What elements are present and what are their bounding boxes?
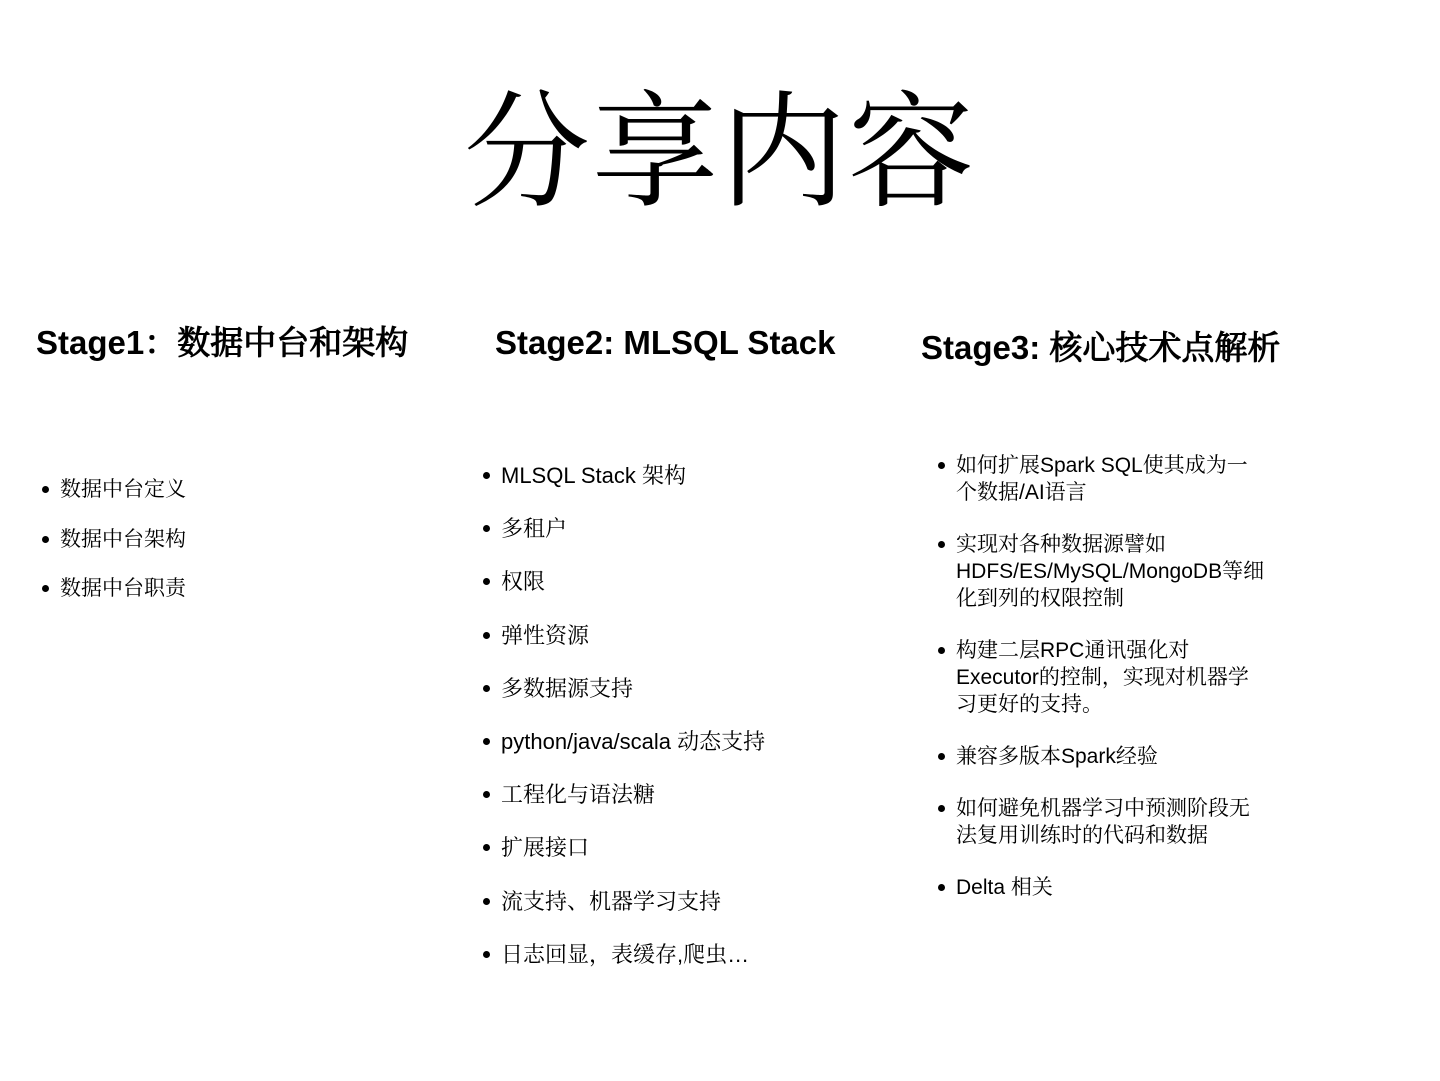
stage2-item: python/java/scala 动态支持: [481, 728, 765, 755]
stage2-item: 流支持、机器学习支持: [481, 888, 765, 915]
stage3-item: 如何扩展Spark SQL使其成为一个数据/AI语言: [936, 452, 1266, 506]
stage2-item: 多数据源支持: [481, 675, 765, 702]
stage2-list: [481, 462, 765, 994]
stage3-item: 实现对各种数据源譬如HDFS/ES/MySQL/MongoDB等细化到列的权限控制: [936, 531, 1266, 612]
stage1-list: [40, 476, 186, 625]
stage1-heading: Stage1：数据中台和架构: [36, 324, 409, 361]
stage2-item: 扩展接口: [481, 834, 765, 861]
slide-title: 分享内容: [464, 82, 976, 223]
stage3-list: [936, 452, 1266, 926]
stage3-heading: Stage3: 核心技术点解析: [921, 329, 1281, 366]
stage2-item: 权限: [481, 568, 765, 595]
stage3-item: 如何避免机器学习中预测阶段无法复用训练时的代码和数据: [936, 795, 1266, 849]
stage2-item: 弹性资源: [481, 622, 765, 649]
stage2-item: 多租户: [481, 515, 765, 542]
stage2-item: 工程化与语法糖: [481, 781, 765, 808]
stage1-item: 数据中台职责: [40, 575, 186, 602]
stage3-item: 构建二层RPC通讯强化对Executor的控制，实现对机器学习更好的支持。: [936, 637, 1266, 718]
stage2-item: MLSQL Stack 架构: [481, 462, 765, 489]
stage3-item: 兼容多版本Spark经验: [936, 743, 1266, 770]
stage1-item: 数据中台架构: [40, 526, 186, 553]
stage2-item: 日志回显，表缓存,爬虫…: [481, 941, 765, 968]
stage1-item: 数据中台定义: [40, 476, 186, 503]
stage2-heading: Stage2: MLSQL Stack: [495, 324, 836, 361]
stage3-item: Delta 相关: [936, 874, 1266, 901]
